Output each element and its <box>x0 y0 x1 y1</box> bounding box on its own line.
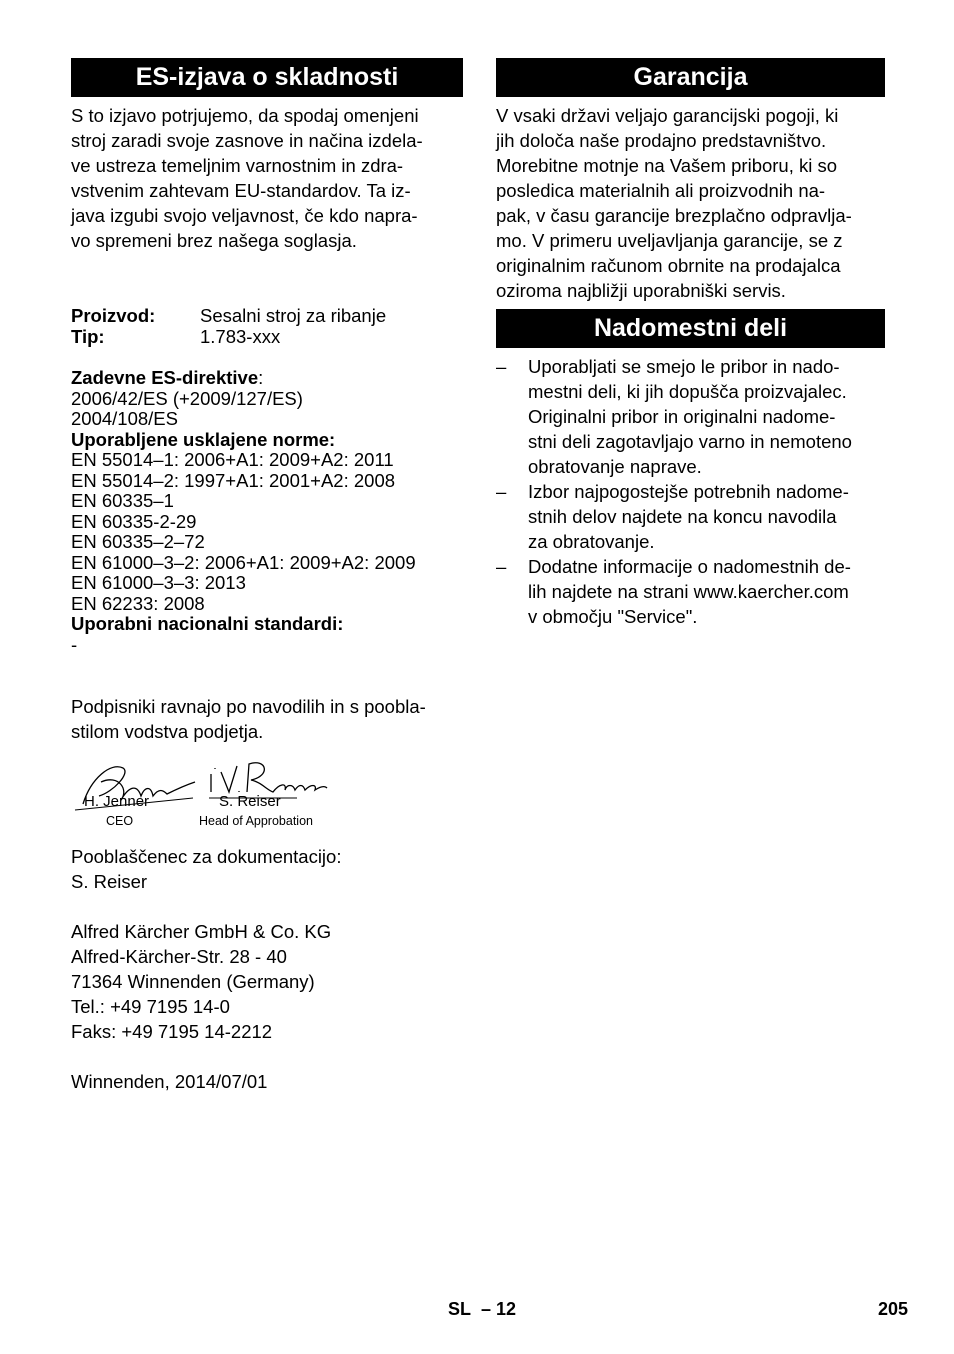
spare-parts-list <box>496 354 885 629</box>
product-row <box>71 306 463 327</box>
national-standards-heading: Uporabni nacionalni standardi: <box>71 613 344 634</box>
list-item-line: stnih delov najdete na koncu navodila <box>528 506 837 527</box>
product-value: Sesalni stroj za ribanje <box>200 305 387 326</box>
signature-block <box>71 756 463 848</box>
product-label: Proizvod: <box>71 305 156 326</box>
directive-item: 2004/108/ES <box>71 408 178 429</box>
norm-item: EN 60335-2-29 <box>71 510 197 532</box>
guarantee-line: oziroma najbližji uporabniški servis. <box>496 280 786 301</box>
intro-line: vstvenim zahtevam EU-standardov. Ta iz- <box>71 180 411 201</box>
left-column <box>71 58 463 1094</box>
signatories-line: Podpisniki ravnajo po navodilih in s poobla- <box>71 696 426 717</box>
company-street: Alfred-Kärcher-Str. 28 - 40 <box>71 946 287 967</box>
list-item-line: mestni deli, ki jih dopušča proizvajalec. <box>528 381 847 402</box>
directive-item: 2006/42/ES (+2009/127/ES) <box>71 387 303 409</box>
guarantee-line: mo. V primeru uveljavljanja garancije, se z <box>496 230 843 251</box>
norm-item: EN 60335–1 <box>71 490 174 511</box>
guarantee-line: jih določa naše prodajno predstavništvo. <box>496 130 827 151</box>
company-phone: Tel.: +49 7195 14-0 <box>71 996 230 1017</box>
list-item-line: Izbor najpogostejše potrebnih nadome- <box>528 481 849 502</box>
list-item-text <box>528 554 851 629</box>
declaration-heading: ES-izjava o skladnosti <box>71 58 463 97</box>
list-item-line: Uporabljati se smejo le pribor in nado- <box>528 356 840 377</box>
directives-section <box>71 368 463 655</box>
guarantee-text <box>496 103 885 303</box>
norm-item: EN 62233: 2008 <box>71 592 205 614</box>
type-label: Tip: <box>71 325 105 347</box>
norm-item: EN 55014–1: 2006+A1: 2009+A2: 2011 <box>71 449 394 470</box>
footer-local-page: – 12 <box>481 1299 517 1319</box>
product-info <box>71 306 463 347</box>
signatories-line: stilom vodstva podjetja. <box>71 721 264 742</box>
signer2-role: Head of Approbation <box>199 814 313 828</box>
intro-line: vo spremeni brez našega soglasja. <box>71 230 357 251</box>
norm-item: EN 60335–2–72 <box>71 531 205 552</box>
national-standards-value: - <box>71 633 78 655</box>
list-item-line: stni deli zagotavljajo varno in nemoteno <box>528 431 852 452</box>
list-item <box>496 479 885 554</box>
doc-auth-label: Pooblaščenec za dokumentacijo: <box>71 846 342 867</box>
page-number: 205 <box>878 1299 909 1319</box>
norm-item: EN 55014–2: 1997+A1: 2001+A2: 2008 <box>71 469 396 491</box>
intro-line: java izgubi svojo veljavnost, če kdo napra- <box>71 205 418 226</box>
footer-page-label <box>448 1299 516 1320</box>
norm-item: EN 61000–3–3: 2013 <box>71 572 246 593</box>
right-column <box>496 58 885 629</box>
list-item-line: obratovanje naprave. <box>528 456 702 477</box>
company-name: Alfred Kärcher GmbH & Co. KG <box>71 921 332 942</box>
list-item-line: Originalni pribor in originalni nadome- <box>528 406 836 427</box>
signature-reiser-stroke <box>211 763 327 792</box>
type-value: 1.783-xxx <box>200 325 281 347</box>
footer-language: SL <box>448 1299 472 1319</box>
list-item <box>496 354 885 479</box>
signatories-text <box>71 694 463 744</box>
place-date: Winnenden, 2014/07/01 <box>71 1071 268 1092</box>
declaration-intro <box>71 103 463 253</box>
signer1-name: H. Jenner <box>84 793 150 810</box>
intro-line: ve ustreza temeljnim varnostnim in zdra- <box>71 155 404 176</box>
type-row <box>71 327 463 348</box>
documentation-authority <box>71 844 463 894</box>
company-city: 71364 Winnenden (Germany) <box>71 971 315 992</box>
list-item-line: v območju "Service". <box>528 606 698 627</box>
signer1-role: CEO <box>106 814 134 828</box>
guarantee-heading: Garancija <box>496 58 885 97</box>
signer2-name: S. Reiser <box>219 793 281 810</box>
dash-marker: – <box>496 556 507 577</box>
doc-auth-name: S. Reiser <box>71 871 148 892</box>
norm-item: EN 61000–3–2: 2006+A1: 2009+A2: 2009 <box>71 551 416 573</box>
guarantee-line: pak, v času garancije brezplačno odpravlja- <box>496 205 852 226</box>
list-item-line: lih najdete na strani www.kaercher.com <box>528 581 849 602</box>
intro-line: S to izjavo potrjujemo, da spodaj omenjeni <box>71 105 419 126</box>
guarantee-line: originalnim računom obrnite na prodajalca <box>496 255 841 276</box>
list-item-text <box>528 479 849 554</box>
directives-heading: Zadevne ES-direktive: <box>71 367 264 388</box>
list-item-line: Dodatne informacije o nadomestnih de- <box>528 556 851 577</box>
list-item-line: za obratovanje. <box>528 531 655 552</box>
guarantee-line: posledica materialnih ali proizvodnih na- <box>496 180 826 201</box>
dash-marker: – <box>496 356 507 377</box>
company-address <box>71 919 463 1044</box>
spare-parts-heading: Nadomestni deli <box>496 309 885 348</box>
norms-heading: Uporabljene usklajene norme: <box>71 428 336 450</box>
guarantee-line: Morebitne motnje na Vašem priboru, ki so <box>496 155 838 176</box>
company-fax: Faks: +49 7195 14-2212 <box>71 1021 273 1042</box>
intro-line: stroj zaradi svoje zasnove in načina izdela- <box>71 130 423 151</box>
dash-marker: – <box>496 481 507 502</box>
list-item <box>496 554 885 629</box>
list-item-text <box>528 354 852 479</box>
guarantee-line: V vsaki državi veljajo garancijski pogoji, ki <box>496 105 839 126</box>
